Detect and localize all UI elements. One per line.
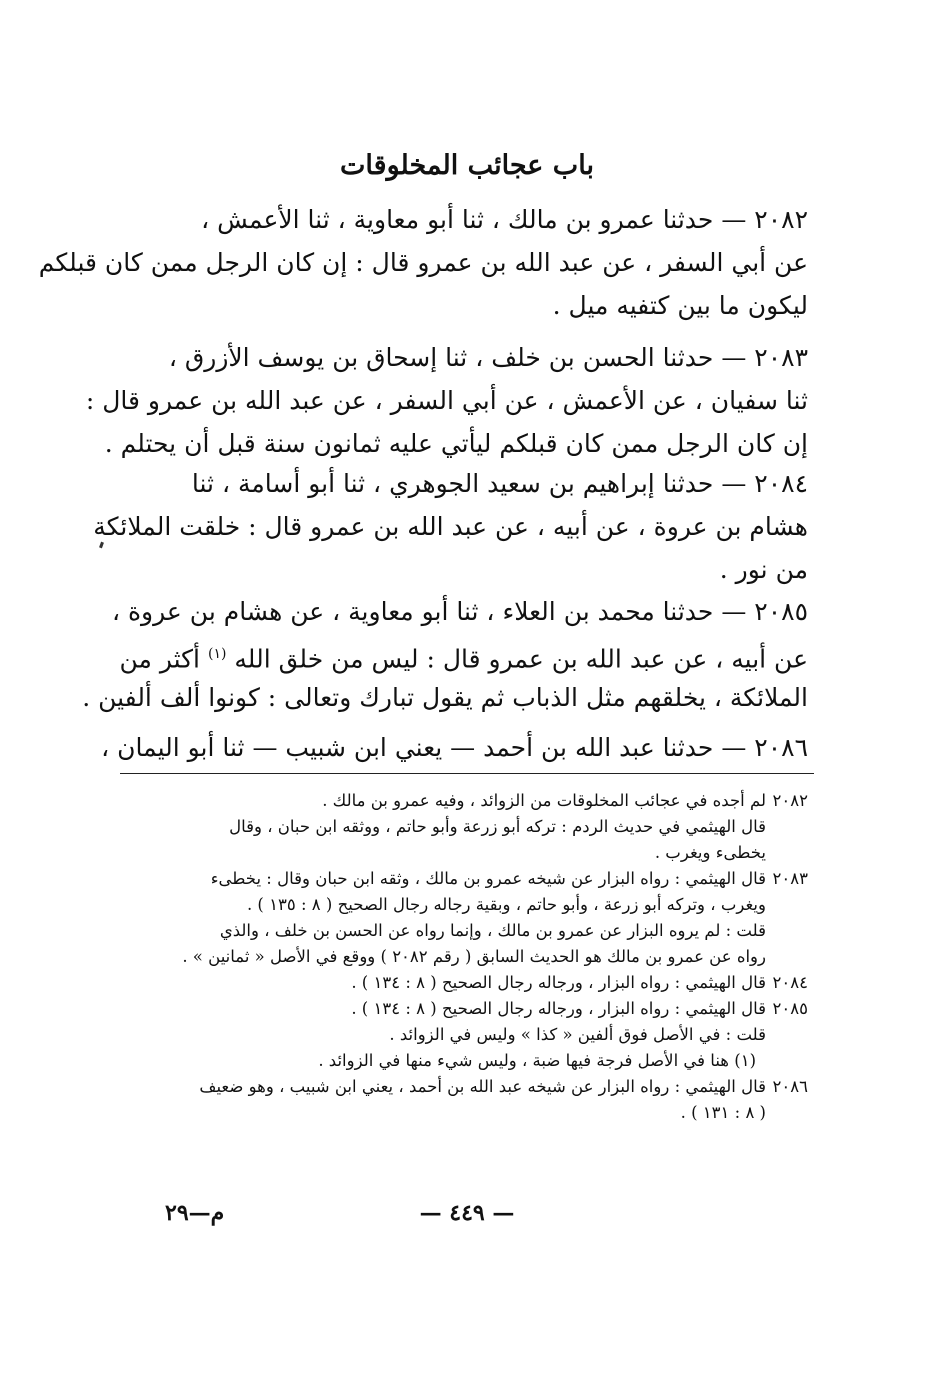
- note-line: يخطىء ويغرب .: [654, 843, 766, 862]
- hadith-2082: [38, 198, 808, 327]
- note-text: قال الهيثمي : رواه البزار عن شيخه عمرو بن مالك ، وثقه ابن حبان وقال : يخطىء: [210, 869, 766, 888]
- footnote-reference[interactable]: (١): [207, 646, 227, 662]
- note-line: [134, 1074, 808, 1100]
- text-line: ٢٠٨٣ — حدثنا الحسن بن خلف ، ثنا إسحاق بن يوسف الأزرق ،: [168, 343, 808, 372]
- note-line: [134, 866, 808, 892]
- text-line: [119, 633, 808, 676]
- note-line: [134, 996, 808, 1022]
- text-line: ٢٠٨٦ — حدثنا عبد الله بن أحمد — يعني ابن شبيب — ثنا أبو اليمان ،: [101, 733, 808, 762]
- note-text: قال الهيثمي : رواه البزار ، ورجاله رجال الصحيح ( ٨ : ١٣٤ ) .: [351, 999, 766, 1018]
- note-line: قلت : لم يروه البزار عن عمرو بن مالك ، وإنما رواه عن الحسن بن خلف ، والذي: [219, 921, 766, 940]
- hadith-2083: [85, 336, 808, 465]
- note-text: لم أجده في عجائب المخلوقات من الزوائد ، وفيه عمرو بن مالك .: [322, 791, 766, 810]
- signature-mark: م—٢٩: [165, 1200, 225, 1226]
- text-line: ليكون ما بين كتفيه ميل .: [552, 291, 808, 320]
- text-line: ٢٠٨٤ — حدثنا إبراهيم بن سعيد الجوهري ، ثنا أبو أسامة ، ثنا: [191, 469, 808, 498]
- note-line: رواه عن عمرو بن مالك هو الحديث السابق ( رقم ٢٠٨٢ ) ووقع في الأصل « ثمانين » .: [182, 947, 766, 966]
- text-line: الملائكة ، يخلقهم مثل الذباب ثم يقول تبارك وتعالى : كونوا ألف ألفين .: [82, 683, 808, 712]
- note-line: [134, 970, 808, 996]
- note-text: قال الهيثمي : رواه البزار عن شيخه عبد الله بن أحمد ، يعني ابن شبيب ، وهو ضعيف: [199, 1077, 766, 1096]
- hadith-2084: [93, 462, 808, 591]
- note-number: ٢٠٨٥: [772, 999, 808, 1018]
- chapter-heading: باب عجائب المخلوقات: [340, 150, 594, 181]
- note-text: قال الهيثمي : رواه البزار ، ورجاله رجال الصحيح ( ٨ : ١٣٤ ) .: [351, 973, 766, 992]
- footnotes: [134, 788, 808, 1126]
- text-line: ثنا سفيان ، عن الأعمش ، عن أبي السفر ، عن عبد الله بن عمرو قال :: [85, 386, 808, 415]
- text-line: ٢٠٨٢ — حدثنا عمرو بن مالك ، ثنا أبو معاوية ، ثنا الأعمش ،: [201, 205, 808, 234]
- footnote-divider: [120, 773, 814, 774]
- note-number: ٢٠٨٢: [772, 791, 808, 810]
- note-line: قال الهيثمي في حديث الردم : تركه أبو زرعة وأبو حاتم ، ووثقه ابن حبان ، وقال: [229, 817, 766, 836]
- text-segment: أكثر من: [119, 644, 201, 674]
- text-line: هشام بن عروة ، عن أبيه ، عن عبد الله بن عمرو قال : خلقت الملائكة: [93, 512, 808, 541]
- text-line: إن كان الرجل ممن كان قبلكم ليأتي عليه ثمانون سنة قبل أن يحتلم .: [104, 429, 808, 458]
- note-line: (١) هنا في الأصل فرجة فيها ضبة ، وليس شيء منها في الزوائد .: [318, 1051, 756, 1070]
- note-number: ٢٠٨٣: [772, 869, 808, 888]
- note-line: ( ٨ : ١٣١ ) .: [680, 1103, 766, 1122]
- page-number: — ٤٤٩ —: [419, 1200, 515, 1226]
- note-line: قلت : في الأصل فوق ألفين « كذا » وليس في الزوائد .: [389, 1025, 766, 1044]
- note-line: ويغرب ، وتركه أبو زرعة ، وأبو حاتم ، وبقية رجاله رجال الصحيح ( ٨ : ١٣٥ ) .: [246, 895, 766, 914]
- text-line: عن أبي السفر ، عن عبد الله بن عمرو قال : إن كان الرجل ممن كان قبلكم: [38, 248, 808, 277]
- note-number: ٢٠٨٤: [772, 973, 808, 992]
- text-line: ٢٠٨٥ — حدثنا محمد بن العلاء ، ثنا أبو معاوية ، عن هشام بن عروة ،: [111, 597, 808, 626]
- note-number: ٢٠٨٦: [772, 1077, 808, 1096]
- note-line: [134, 788, 808, 814]
- hadith-2086: [101, 726, 808, 769]
- text-line: من نور .: [719, 555, 808, 584]
- text-segment: عن أبيه ، عن عبد الله بن عمرو قال : ليس من خلق الله: [234, 644, 808, 674]
- hadith-2085: [82, 590, 808, 719]
